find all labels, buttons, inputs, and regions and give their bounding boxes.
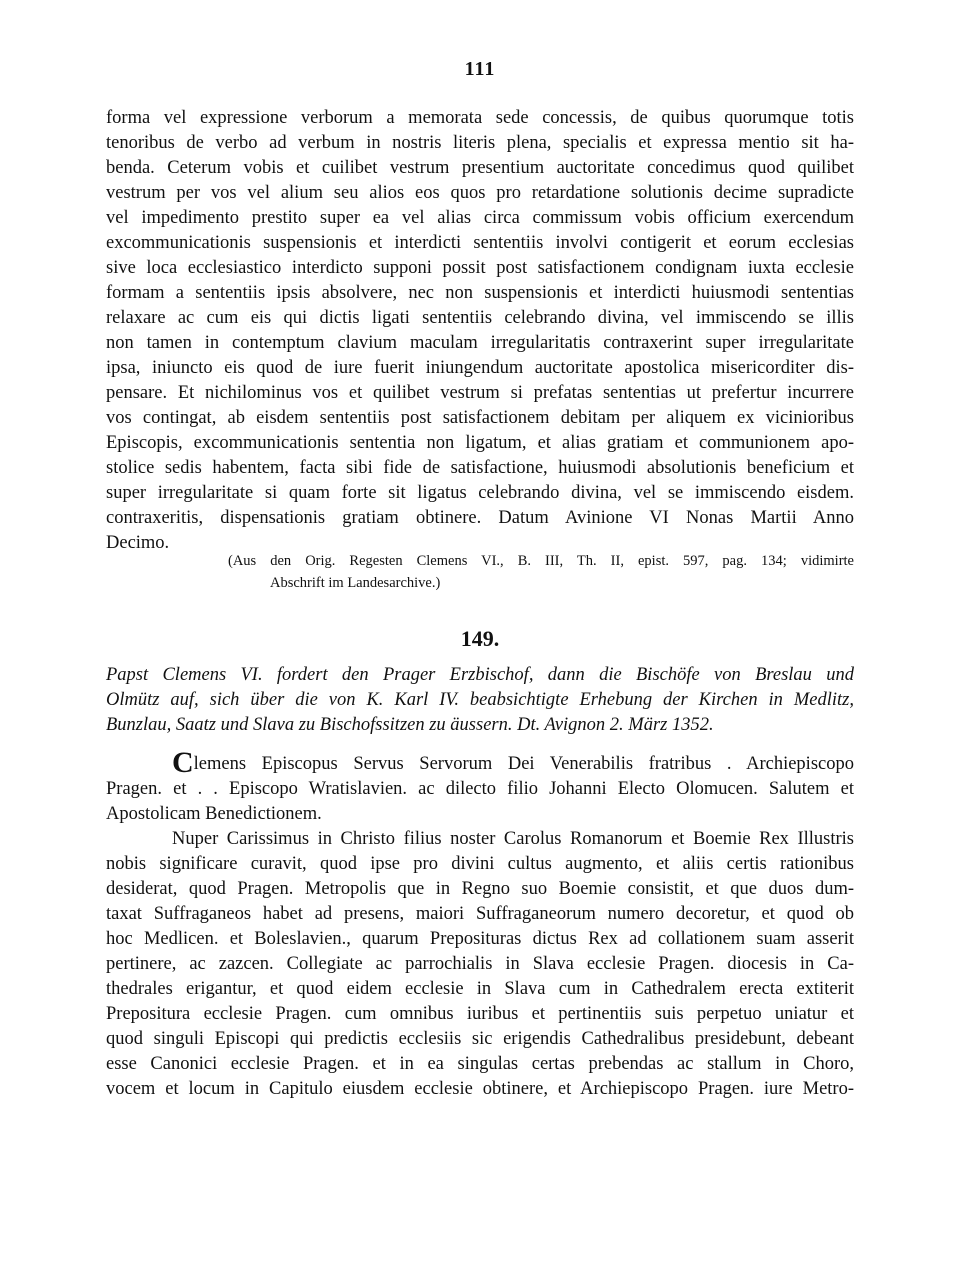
- text-line: vel impedimento prestito super ea vel alias circa commissum vobis officium exercendum: [106, 208, 854, 228]
- text-line: stolice sedis habentem, facta sibi fide de satisfactione, huiusmodi absolutionis beneficium et: [106, 458, 854, 478]
- body-line: quod singuli Episcopi qui predictis ecclesiis sic erigendis Cathedralibus presidebunt, debeant: [106, 1029, 854, 1049]
- text-line: non tamen in contemptum clavium maculam irregularitatis contraxerint super irregularitate: [106, 333, 854, 353]
- text-line: sive loca ecclesiastico interdicto supponi possit post satisfactionem condignam iuxta ecclesie: [106, 258, 854, 278]
- salutation-line: Pragen. et . . Episcopo Wratislavien. ac dilecto filio Johanni Electo Olomucen. Salutem et: [106, 779, 854, 799]
- text-line: relaxare ac cum eis qui dictis ligati sententiis celebrando divina, vel immiscendo se illis: [106, 308, 854, 328]
- text-line: vos contingat, ab eisdem sententiis post satisfactionem debitam per aliquem ex vicinioribus: [106, 408, 854, 428]
- text-line: benda. Ceterum vobis et cuilibet vestrum presentium auctoritate concedimus quod quilibet: [106, 158, 854, 178]
- body-line: taxat Suffraganeos habet ad presens, maiori Suffraganeorum numero decoretur, et quod ob: [106, 904, 854, 924]
- salutation-line: Apostolicam Benedictionem.: [106, 804, 322, 824]
- body-line: Nuper Carissimus in Christo filius noster Carolus Romanorum et Boemie Rex Illustris: [172, 829, 854, 849]
- text-line: ipsa, iniuncto eis quod de iure fuerit iniungendum auctoritate apostolica misericorditer dis-: [106, 358, 854, 378]
- text-line: Decimo.: [106, 533, 170, 553]
- text-line: vestrum per vos vel alium seu alios eos quos pro retardatione solutionis decime supradicte: [106, 183, 854, 203]
- text-line: formam a sententiis ipsis absolvere, nec non suspensionis et interdicti huiusmodi sententias: [106, 283, 854, 303]
- body-line: vocem et locum in Capitulo eiusdem ecclesie obtinere, et Archiepiscopo Pragen. iure Metro-: [106, 1079, 854, 1099]
- text-line: super irregularitate si quam forte sit ligatus celebrando divina, vel se immiscendo eisdem.: [106, 483, 854, 503]
- text-line: Episcopis, excommunicationis sententia non ligatum, et alias gratiam et communionem apo-: [106, 433, 854, 453]
- source-citation-continued: Abschrift im Landesarchive.): [270, 575, 441, 591]
- body-line: thedrales erigantur, et quod eidem ecclesie in Slava cum in Cathedralem erecta extiterit: [106, 979, 854, 999]
- body-line: pertinere, ac zazcen. Collegiate ac parrochialis in Slava ecclesie Pragen. diocesis in Ca-: [106, 954, 854, 974]
- document-number: 149.: [460, 626, 500, 651]
- body-line: esse Canonici ecclesie Pragen. et in ea singulas certas prebendas ac stallum in Choro,: [106, 1054, 854, 1074]
- body-line: hoc Medlicen. et Boleslavien., quarum Preposituras dictus Rex ad collationem suam asserit: [106, 929, 854, 949]
- page-number: 111: [464, 58, 496, 80]
- salutation-text: lemens Episcopus Servus Servorum Dei Venerabilis fratribus . Archiepiscopo: [193, 754, 854, 774]
- source-citation: (Aus den Orig. Regesten Clemens VI., B. III, Th. II, epist. 597, pag. 134; vidimirte: [228, 553, 854, 569]
- body-line: nobis significare curavit, quod ipse pro divini cultus augmento, et aliis certis rationibus: [106, 854, 854, 874]
- text-line: tenoribus de verbo ad verbum in nostris literis plena, specialis et expressa mentio sit ha-: [106, 133, 854, 153]
- text-line: excommunicationis suspensionis et interdicti sententiis involvi contigerit et eorum ecclesias: [106, 233, 854, 253]
- body-line: Prepositura ecclesie Pragen. cum omnibus iuribus et pertinentiis suis perpetuo uniatur et: [106, 1004, 854, 1024]
- text-line: pensare. Et nichilominus vos et quilibet vestrum si prefatas sententias ut prefertur incurrere: [106, 383, 854, 403]
- heading-line: Bunzlau, Saatz und Slava zu Bischofssitzen zu äussern. Dt. Avignon 2. März 1352.: [106, 715, 714, 735]
- heading-line: Olmütz auf, sich über die von K. Karl IV. beabsichtigte Erhebung der Kirchen in Medlitz,: [106, 690, 854, 710]
- body-line: desiderat, quod Pragen. Metropolis que in Regno suo Boemie consistit, et que duos dum-: [106, 879, 854, 899]
- text-line: forma vel expressione verborum a memorata sede concessis, de quibus quorumque totis: [106, 108, 854, 128]
- salutation-line: [172, 746, 854, 779]
- heading-line: Papst Clemens VI. fordert den Prager Erzbischof, dann die Bischöfe von Breslau und: [106, 665, 854, 685]
- decorated-initial: C: [172, 746, 194, 779]
- text-line: contraxeritis, dispensationis gratiam obtinere. Datum Avinione VI Nonas Martii Anno: [106, 508, 854, 528]
